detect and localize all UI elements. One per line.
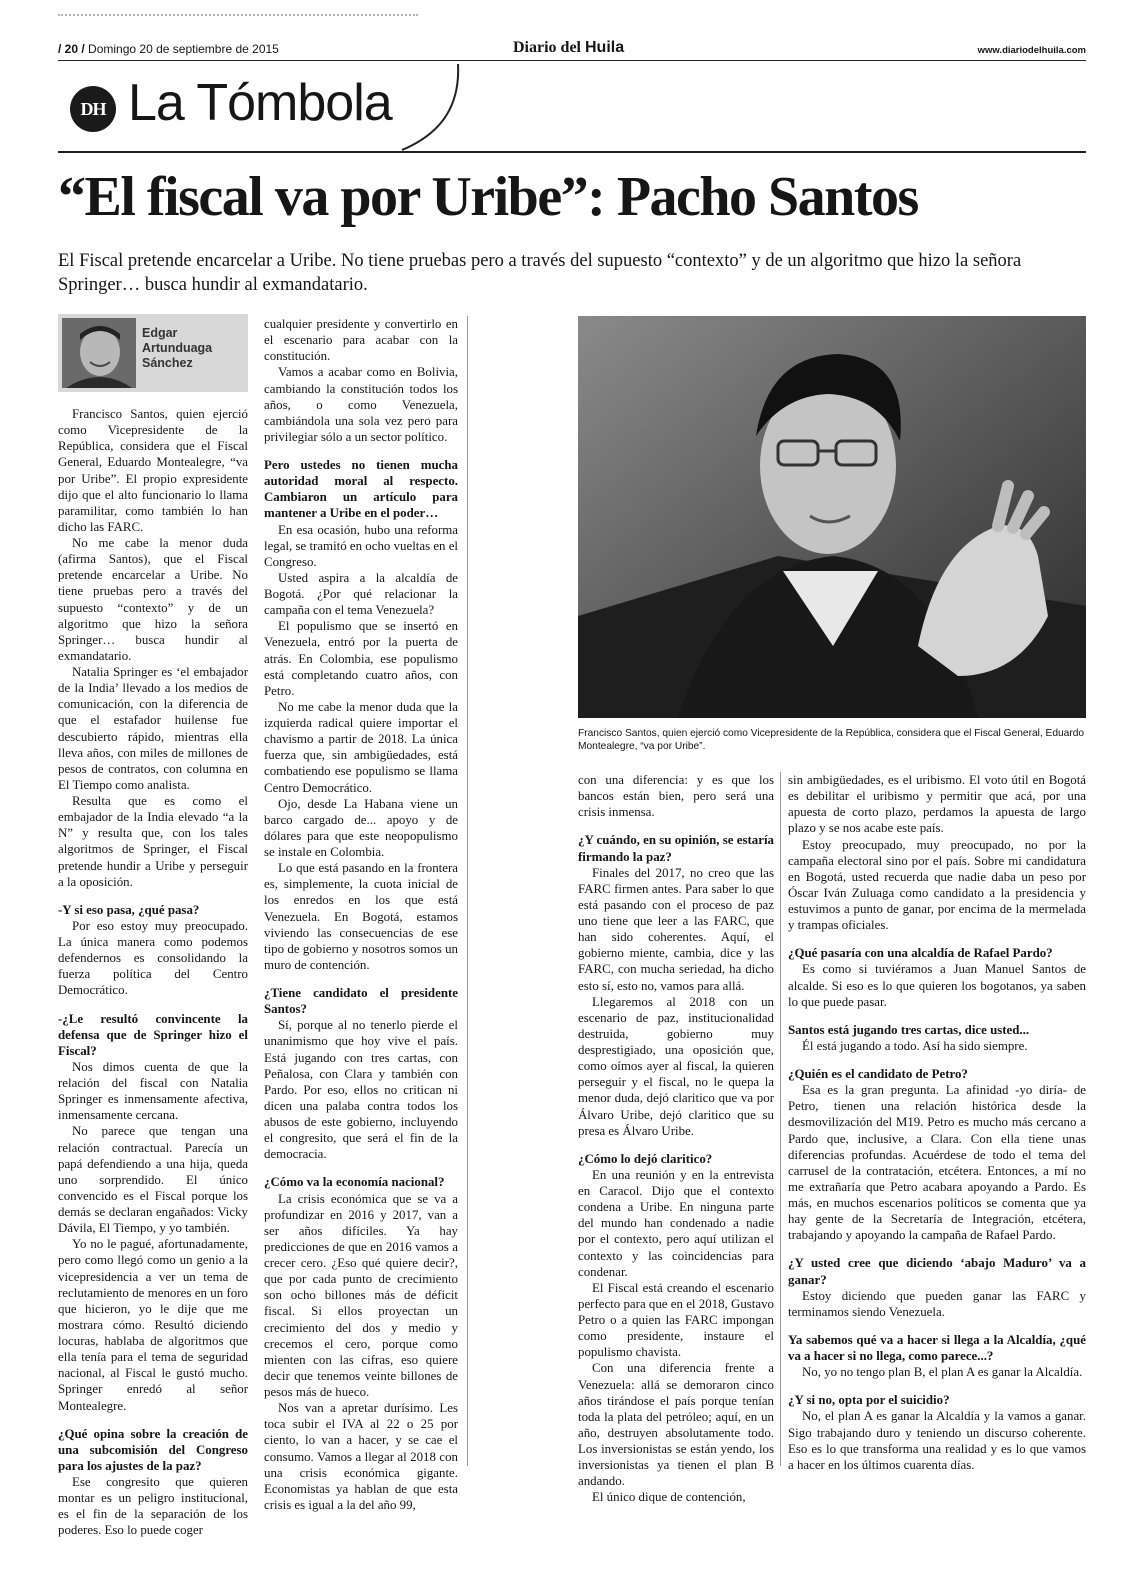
column-divider <box>467 316 468 1466</box>
top-dotted-rule <box>58 14 418 16</box>
interview-question: Pero ustedes no tienen mucha autoridad moral al respecto. Cambiaron un artículo para mantener a Uribe en el poder… <box>264 458 458 521</box>
article-paragraph: Vamos a acabar como en Bolivia, cambiando la constitución todos los años, o como Venezuela, cambiándola una sola vez pero para privilegiar sólo a un sector político. <box>264 365 458 444</box>
interview-question: Ya sabemos qué va a hacer si llega a la Alcaldía, ¿qué va a hacer si no llega, como parece...? <box>788 1332 1086 1363</box>
section-swoosh-decoration <box>400 62 470 154</box>
page-folio: / 20 / Domingo 20 de septiembre de 2015 <box>58 42 279 56</box>
article-paragraph: Con una diferencia frente a Venezuela: allá se demoraron cinco años tirándose el país porque tenían toda la plata del petróleo; aquí, en un año, destruyen absolutamente todo. Los inversionistas se están yendo, los inversionistas ya tienen el plan B andando. <box>578 1361 774 1489</box>
article-paragraph: con una diferencia: y es que los bancos están bien, pero será una crisis inmensa. <box>578 773 774 820</box>
interview-question: -Y si eso pasa, ¿qué pasa? <box>58 902 200 917</box>
article-paragraph: No me cabe la menor duda (afirma Santos), que el Fiscal pretende encarcelar a Uribe. No tiene pruebas pero a través del supuesto “contexto” y de un algoritmo que hizo la señora Springer… busca hundir al exmandatario. <box>58 536 248 663</box>
article-column-3 <box>578 772 774 1505</box>
dh-logo <box>70 86 116 132</box>
article-paragraph: El Fiscal está creando el escenario perfecto para que en el 2018, Gustavo Petro o a quien las FARC impongan como presidente, instaure el populismo chavista. <box>578 1280 774 1360</box>
article-paragraph: Estoy diciendo que pueden ganar las FARC y terminamos siendo Venezuela. <box>788 1288 1086 1319</box>
interview-question: ¿Quién es el candidato de Petro? <box>788 1067 968 1081</box>
article-paragraph: Francisco Santos, quien ejerció como Vicepresidente de la República, considera que el Fiscal General, Eduardo Montealegre, “va por Uribe”. El propio expresidente dijo que el alto funcionario lo llama paramilitar, como también lo han dicho las FARC. <box>58 407 248 534</box>
author-portrait-image <box>62 318 136 388</box>
author-photo <box>62 318 136 388</box>
article-column-1 <box>58 406 248 1538</box>
article-paragraph: Nos van a apretar durísimo. Les toca subir el IVA al 22 o 25 por ciento, lo van a hacer, y se cae el consumo. Vamos a llegar al 2018 con una crisis económica gigante. Economistas ya hablan de que esta crisis es igual a la del año 99, <box>264 1401 458 1512</box>
newspaper-brand <box>513 39 624 57</box>
article-deck: El Fiscal pretende encarcelar a Uribe. No tiene pruebas pero a través del supuesto “contexto” y de un algoritmo que hizo la señora Springer… busca hundir al exmandatario. <box>58 251 1022 295</box>
article-paragraph: Usted aspira a la alcaldía de Bogotá. ¿Por qué relacionar la campaña con el tema Venezuela? <box>264 570 458 618</box>
article-paragraph: Lo que está pasando en la frontera es, simplemente, la cuota inicial de los enredos en los que está Venezuela. En Bogotá, estamos viviendo las consecuencias de ese tipo de gobierno y nosotros somos un muro de contención. <box>264 861 458 972</box>
author-byline <box>58 314 248 392</box>
article-paragraph: No, yo no tengo plan B, el plan A es ganar la Alcaldía. <box>802 1365 1083 1380</box>
dh-logo-text: DH <box>80 98 106 119</box>
interview-question: ¿Y si no, opta por el suicidio? <box>788 1393 950 1408</box>
article-paragraph: Finales del 2017, no creo que las FARC firmen antes. Para saber lo que está pasando con el proceso de paz uno tiene que leer a las FARC, que han sido coherentes. Aquí, el gobierno miente, cambia, dice y las FARC, con mucha seriedad, ha dicho esto sí, esto no, vamos para allá. <box>578 865 774 993</box>
header-rule <box>58 60 1086 61</box>
francisco-santos-photo <box>578 316 1086 718</box>
article-paragraph: La crisis económica que se va a profundizar en 2016 y 2017, van a ser años difíciles. Ya hay predicciones de que en 2016 vamos a crecer cero. ¿Eso qué quiere decir?, que por cada punto de crecimiento son ocho billones más de déficit fiscal. Si ellos proyectan un crecimiento del dos y medio y crecemos el cero, porque como mienten con las cifras, eso quiere decir que tenemos veinte billones de pesos más de hueco. <box>264 1191 458 1399</box>
interview-question: ¿Cómo va la economía nacional? <box>264 1175 445 1190</box>
article-photo <box>578 316 1086 718</box>
article-paragraph: Por eso estoy muy preocupado. La única manera como podemos defendernos es consolidando la fuerza política del Centro Democrático. <box>58 918 248 998</box>
interview-question: ¿Cómo lo dejó claritico? <box>578 1151 713 1166</box>
article-paragraph: No parece que tengan una relación contractual. Parecía un papá defendiendo a una hija, queda uno sorprendido. El único convencido es el Fiscal porque los demás se declaran engañados: Vicky Dávila, El Tiempo, y yo también. <box>58 1124 248 1236</box>
article-paragraph: En una reunión y en la entrevista en Caracol. Dijo que el contexto condena a Uribe. En ninguna parte del mundo han condenado a nadie por el contexto, pero aquí utilizan el contexto y las coincidencias para condenar. <box>578 1167 774 1279</box>
article-paragraph: No, el plan A es ganar la Alcaldía y la vamos a ganar. Sigo trabajando duro y teniendo un discurso coherente. Eso es lo que transforma una realidad y es lo que vamos a hacer en los últimos cuarenta días. <box>788 1409 1086 1472</box>
photo-caption: Francisco Santos, quien ejerció como Vicepresidente de la República, considera que el Fiscal General, Eduardo Montealegre, “va por Uribe”. <box>578 728 1085 753</box>
article-paragraph: Él está jugando a todo. Así ha sido siempre. <box>802 1038 1028 1053</box>
article-paragraph: Es como si tuviéramos a Juan Manuel Santos de alcalde. Si eso es lo que quieren los bogotanos, ya saben lo que puede pasar. <box>788 962 1086 1009</box>
page-number: 20 <box>64 42 79 56</box>
brand-right: Huila <box>585 39 625 56</box>
interview-question: ¿Y cuándo, en su opinión, se estaría firmando la paz? <box>578 833 774 864</box>
section-title: La Tómbola <box>128 74 392 132</box>
interview-question: ¿Qué pasaría con una alcaldía de Rafael Pardo? <box>788 946 1053 961</box>
article-column-4 <box>788 772 1086 1472</box>
interview-question: ¿Qué opina sobre la creación de una subcomisión del Congreso para los ajustes de la paz? <box>58 1426 248 1473</box>
article-paragraph: sin ambigüedades, es el uribismo. El voto útil en Bogotá es debilitar el uribismo y permitir que acá, por una apuesta de corto plazo, perdamos la apuesta de largo plazo y se nos acabe este país. <box>788 773 1086 836</box>
interview-question: ¿Y usted cree que diciendo ‘abajo Maduro’ va a ganar? <box>788 1256 1086 1287</box>
article-paragraph: Resulta que es como el embajador de la India elevado “a la N” y resulta que, con los tales algoritmos de Springer, el Fiscal pretende hundir a Uribe y perseguir a la oposición. <box>58 794 248 889</box>
article-paragraph: Llegaremos al 2018 con un escenario de paz, institucionalidad destruida, gobierno muy desprestigiado, una oposición que, como oímos ayer al fiscal, la quieren perseguir y el fiscal, no le quepa la menor duda, dejó claritico que va por Álvaro Uribe, dejó claritico que su presa es Álvaro Uribe. <box>578 994 774 1138</box>
author-name-line: Sánchez <box>142 355 193 370</box>
interview-question: -¿Le resultó convincente la defensa que de Springer hizo el Fiscal? <box>58 1011 248 1058</box>
article-paragraph: Ese congresito que quieren montar es un peligro institucional, es el fin de la separación de los poderes. Eso lo puede coger <box>58 1475 248 1538</box>
author-name-line: Artunduaga <box>142 340 213 355</box>
page-date: Domingo 20 de septiembre de 2015 <box>88 42 279 56</box>
article-paragraph: Esa es la gran pregunta. La afinidad -yo diría- de Petro, tienen una relación histórica desde la desmovilización del M19. Petro es mucho más cercano a Pardo que, inclusive, a Clara. Con ella tiene unas diferencias profundas. Acuérdese de todo el tema del carrusel de la contratación, etcétera. Entonces, a mí no me extrañaría que Petro acabara apoyando a Pardo. Es más, en muchos escenarios políticos se comenta que ya hay gente de la Secretaría de Integración, etcétera, trabajando y apoyando la campaña de Rafael Pardo. <box>788 1083 1086 1243</box>
page-header <box>58 40 1086 60</box>
column-divider <box>780 772 781 1466</box>
article-paragraph: cualquier presidente y convertirlo en el escenario para acabar con la constitución. <box>264 317 458 364</box>
article-paragraph: El populismo que se insertó en Venezuela, entró por la puerta de atrás. En Colombia, ese populismo está completando cuatro años, con Petro. <box>264 619 458 698</box>
author-name-line: Edgar <box>142 326 178 340</box>
interview-question: Santos está jugando tres cartas, dice usted... <box>788 1022 1030 1037</box>
interview-question: ¿Tiene candidato el presidente Santos? <box>264 986 458 1017</box>
website-url: www.diariodelhuila.com <box>977 45 1086 56</box>
article-paragraph: Natalia Springer es ‘el embajador de la India’ llevado a los medios de comunicación, con la diferencia de que el estafador huilense fue descubierto rápido, mientras ella lleva años, con miles de millones de pesos de contratos, con columna en El Tiempo como analista. <box>58 665 248 792</box>
article-paragraph: Estoy preocupado, muy preocupado, no por la campaña electoral sino por el país. Sobre mi candidatura en Bogotá, usted recuerda que nadie daba un peso por Óscar Iván Zuluaga como candidato a la presidencia y estuvimos a punto de ganar, por encima de la mermelada y trampas oficiales. <box>788 837 1086 933</box>
article-headline: “El fiscal va por Uribe”: Pacho Santos <box>58 166 918 228</box>
article-paragraph: No me cabe la menor duda que la izquierda radical quiere importar el chavismo a partir de 2018. La única fuerza que, sin ambigüedades, está combatiendo ese populismo se llama Centro Democrático. <box>264 699 458 795</box>
brand-left: Diario del <box>513 39 581 56</box>
article-paragraph: En esa ocasión, hubo una reforma legal, se tramitó en ocho vueltas en el Congreso. <box>264 522 459 569</box>
article-paragraph: Ojo, desde La Habana viene un barco cargado de... apoyo y de dólares para que este neopopulismo se instale en Colombia. <box>264 796 458 859</box>
author-name <box>142 326 212 370</box>
section-rule <box>58 151 1086 153</box>
article-paragraph: Yo no le pagué, afortunadamente, pero como llegó como un genio a la vicepresidencia a ver un tema de reclutamiento de menores en un foro que hicieron, yo le dije que me mostrara cómo. Resultó diciendo locuras, hablaba de algoritmos que ella tenía para el tema de seguridad nacional, al Fiscal le gustó mucho. Springer enredó al señor Montealegre. <box>58 1237 248 1413</box>
article-paragraph: El único dique de contención, <box>592 1490 746 1505</box>
article-paragraph: Nos dimos cuenta de que la relación del fiscal con Natalia Springer es inmensamente afectiva, inmensamente cercana. <box>58 1059 248 1123</box>
article-column-2 <box>264 316 459 1512</box>
article-paragraph: Sí, porque al no tenerlo pierde el unanimismo que hoy vive el país. Está jugando con tres cartas, con Peñalosa, con Clara y también con Pardo. Por eso, ellos no critican ni dicen una palaba contra todos los abusos de este gobierno, incluyendo el congresito, que será el fin de la democracia. <box>264 1018 458 1162</box>
